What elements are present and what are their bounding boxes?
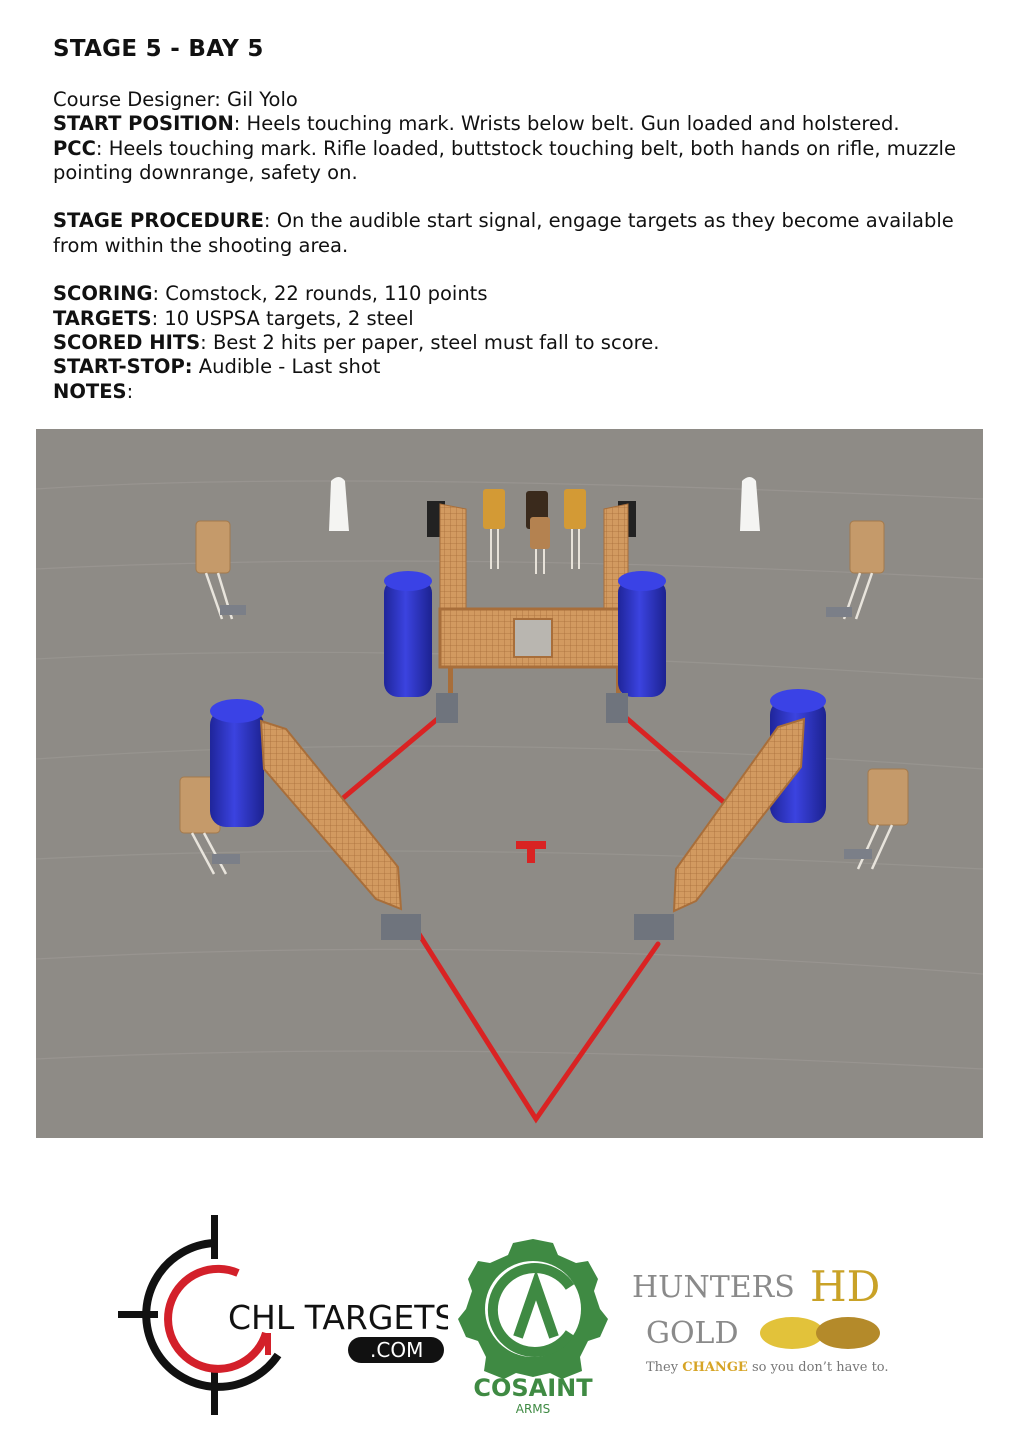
sponsor-logos <box>0 1205 1024 1425</box>
stage-layout-photo <box>36 429 983 1138</box>
chl-text: CHL TARGETS <box>228 1298 448 1337</box>
page-title: STAGE 5 - BAY 5 <box>53 36 264 62</box>
chl-targets-logo <box>118 1215 448 1415</box>
scoring-line: SCORING: Comstock, 22 rounds, 110 points <box>53 282 488 306</box>
scored-hits-line: SCORED HITS: Best 2 hits per paper, steel must fall to score. <box>53 330 660 354</box>
pcc-line: PCC: Heels touching mark. Rifle loaded, buttstock touching belt, both hands on rifle, muzzle pointing downrange, safety on. <box>53 136 956 184</box>
hunters-line2: GOLD <box>646 1316 739 1351</box>
cosaint-name: COSAINT <box>473 1374 593 1402</box>
start-stop-line: START-STOP: Audible - Last shot <box>53 355 381 379</box>
cosaint-sub: ARMS <box>515 1402 551 1415</box>
hunters-hd-gold-logo <box>630 1263 910 1383</box>
notes-line: NOTES: <box>53 379 134 403</box>
stage-brief <box>53 88 993 404</box>
cosaint-arms-logo <box>458 1233 608 1415</box>
start-position-line: START POSITION: Heels touching mark. Wrists below belt. Gun loaded and holstered. <box>53 112 900 136</box>
designer-line: Course Designer: Gil Yolo <box>53 88 298 111</box>
chl-com: .COM <box>370 1338 424 1362</box>
targets-line: TARGETS: 10 USPSA targets, 2 steel <box>53 306 414 330</box>
hunters-line1: HUNTERS <box>632 1270 795 1305</box>
hunters-tagline: They CHANGE so you don’t have to. <box>646 1360 889 1375</box>
floor <box>36 429 983 1138</box>
stage-procedure-line: STAGE PROCEDURE: On the audible start signal, engage targets as they become available from within the shooting area. <box>53 209 954 257</box>
hunters-hd: HD <box>810 1263 881 1311</box>
